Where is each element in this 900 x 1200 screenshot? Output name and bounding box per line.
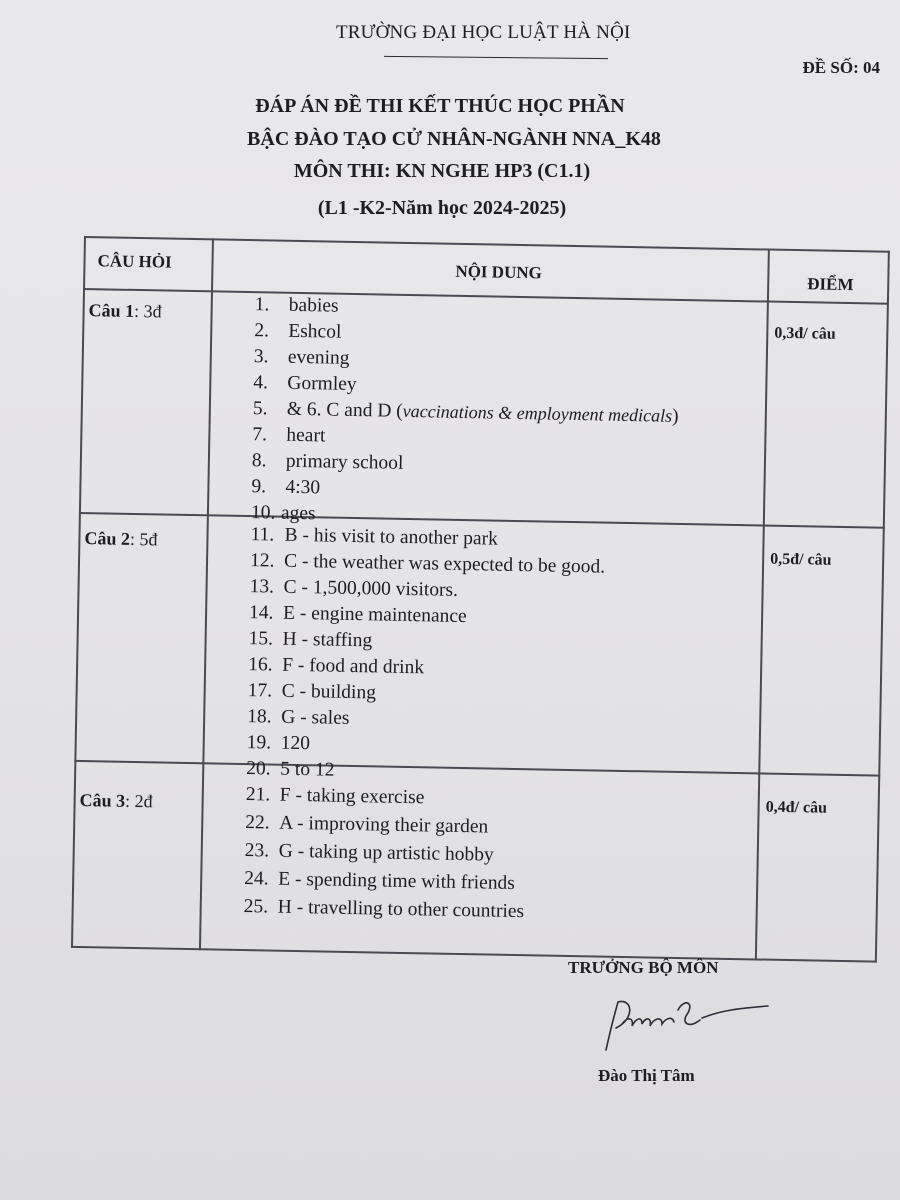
answer-item: 4. Gormley xyxy=(253,372,357,396)
question-2-label: Câu 2: 5đ xyxy=(84,528,158,550)
table-border-left xyxy=(71,236,86,948)
question-1-points: 0,3đ/ câu xyxy=(774,324,836,343)
handwritten-signature xyxy=(592,988,772,1058)
answer-item: 3. evening xyxy=(253,346,350,369)
answer-item: 22. A - improving their garden xyxy=(245,812,489,838)
exam-number: ĐỀ SỐ: 04 xyxy=(802,58,880,77)
title-line-3: MÔN THI: KN NGHE HP3 (C1.1) xyxy=(293,160,591,182)
question-2-points: 0,5đ/ câu xyxy=(770,550,832,569)
answer-item: 12. C - the weather was expected to be good. xyxy=(249,550,606,578)
table-border-top xyxy=(84,236,890,252)
answer-item: 9. 4:30 xyxy=(251,476,321,499)
answer-item: 7. heart xyxy=(252,424,326,447)
answer-item: 23. G - taking up artistic hobby xyxy=(244,840,494,866)
answer-item: 25. H - travelling to other countries xyxy=(243,896,525,923)
title-line-2: BẬC ĐÀO TẠO CỬ NHÂN-NGÀNH NNA_K48 xyxy=(247,128,661,150)
table-border-right xyxy=(875,251,890,963)
school-name: TRƯỜNG ĐẠI HỌC LUẬT HÀ NỘI xyxy=(336,22,631,43)
answer-item: 8. primary school xyxy=(251,450,404,474)
answer-item: 14. E - engine maintenance xyxy=(248,602,467,628)
answer-item: 16. F - food and drink xyxy=(247,654,425,679)
table-divider-1 xyxy=(199,238,214,950)
answer-item: 24. E - spending time with friends xyxy=(244,868,516,895)
answer-item: 5. & 6. C and D (vaccinations & employment medicals) xyxy=(252,398,679,427)
answer-item: 11. B - his visit to another park xyxy=(250,524,499,550)
answer-item: 13. C - 1,500,000 visitors. xyxy=(249,576,459,601)
title-line-1: ĐÁP ÁN ĐỀ THI KẾT THÚC HỌC PHẦN xyxy=(255,95,625,117)
answer-item: 2. Eshcol xyxy=(254,320,342,343)
question-3-label: Câu 3: 2đ xyxy=(79,790,153,812)
header-points: ĐIỂM xyxy=(807,274,854,295)
table-divider-2 xyxy=(755,249,770,961)
signer-title: TRƯỞNG BỘ MÔN xyxy=(568,958,719,977)
answer-item: 19. 120 xyxy=(246,732,311,755)
question-3-points: 0,4đ/ câu xyxy=(765,798,828,817)
answer-item: 21. F - taking exercise xyxy=(245,784,425,809)
header-question: CÂU HỎI xyxy=(97,251,172,272)
answer-item: 18. G - sales xyxy=(247,706,350,729)
answer-item: 17. C - building xyxy=(247,680,377,704)
school-underline xyxy=(384,56,608,59)
title-line-4: (L1 -K2-Năm học 2024-2025) xyxy=(317,197,567,219)
answer-item: 10. ages xyxy=(250,502,316,525)
signer-name: Đào Thị Tâm xyxy=(598,1066,695,1085)
header-content: NỘI DUNG xyxy=(455,261,542,283)
answer-item: 1. babies xyxy=(254,294,339,317)
answer-table xyxy=(71,236,890,963)
question-1-label: Câu 1: 3đ xyxy=(88,300,162,322)
answer-item: 20. 5 to 12 xyxy=(246,758,335,781)
answer-item: 15. H - staffing xyxy=(248,628,373,652)
